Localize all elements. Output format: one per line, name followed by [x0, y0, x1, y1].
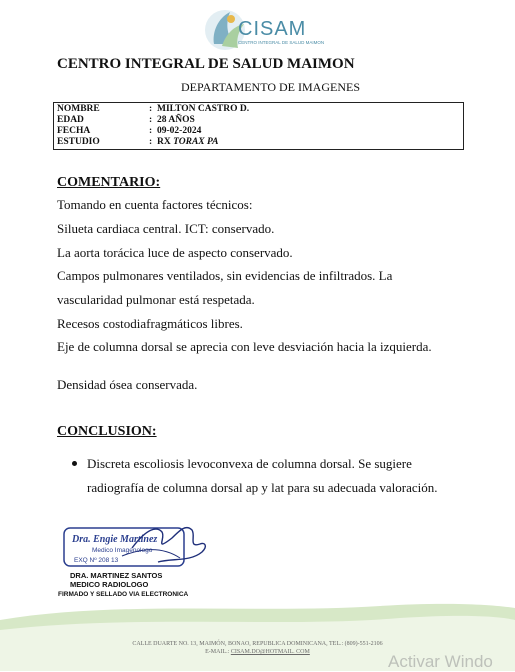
info-colon: :	[149, 137, 153, 147]
footer-address: CALLE DUARTE NO. 13, MAIMÓN, BONAO, REPUBLICA DOMINICANA, TEL.: (809)-551-2106	[132, 641, 383, 647]
conclusion-heading: CONCLUSION:	[57, 424, 157, 439]
comment-line: Campos pulmonares ventilados, sin evidencias de infiltrados. La	[57, 268, 393, 283]
conclusion-line: radiografía de columna dorsal ap y lat para su adecuada valoración.	[87, 480, 438, 495]
study-type: RX	[157, 137, 171, 147]
patient-info-box	[53, 102, 464, 150]
comment-line: vascularidad pulmonar está respetada.	[57, 292, 255, 307]
stamp-exq: EXQ Nº 208 13	[74, 557, 119, 564]
comment-line: Densidad ósea conservada.	[57, 377, 198, 392]
activation-watermark: Activar Windo	[388, 652, 493, 671]
info-label: NOMBRE	[57, 104, 100, 114]
info-value: 09-02-2024	[157, 126, 202, 136]
study-view: TORAX PA	[173, 137, 219, 147]
comment-line: Recesos costodiafragmáticos libres.	[57, 316, 243, 331]
doctor-stamp	[62, 518, 212, 570]
page-title: CENTRO INTEGRAL DE SALUD MAIMON	[57, 56, 355, 72]
info-label: ESTUDIO	[57, 137, 100, 147]
comment-line: La aorta torácica luce de aspecto conservado.	[57, 245, 293, 260]
comment-line: Silueta cardiaca central. ICT: conservado.	[57, 221, 275, 236]
stamp-name: Dra. Engie Martinez	[72, 534, 158, 545]
signature-note: FIRMADO Y SELLADO VIA ELECTRONICA	[58, 591, 189, 598]
info-value: MILTON CASTRO D.	[157, 104, 250, 114]
logo-subtitle: CENTRO INTEGRAL DE SALUD MAIMON	[238, 40, 325, 45]
info-label: EDAD	[57, 115, 84, 125]
info-colon: :	[149, 126, 153, 136]
stamp-title: Medico Imagenologo	[92, 547, 153, 554]
footer-email-label: E-MAIL.:	[205, 649, 231, 655]
doctor-role: MEDICO RADIOLOGO	[70, 580, 149, 589]
logo-name: CISAM	[238, 18, 307, 40]
comment-line: Tomando en cuenta factores técnicos:	[57, 197, 253, 212]
comment-heading: COMENTARIO:	[57, 175, 161, 190]
info-value: 28 AÑOS	[157, 115, 195, 125]
info-value	[157, 137, 218, 148]
footer-email-link[interactable]: CISAM.DO@HOTMAIL. COM	[230, 649, 310, 655]
info-colon: :	[149, 115, 153, 125]
doctor-name: DRA. MARTINEZ SANTOS	[70, 571, 163, 580]
info-colon: :	[149, 104, 153, 114]
info-label: FECHA	[57, 126, 91, 136]
department-title: DEPARTAMENTO DE IMAGENES	[181, 80, 360, 94]
conclusion-line: Discreta escoliosis levoconvexa de columna dorsal. Se sugiere	[87, 456, 412, 471]
bullet-icon	[72, 461, 77, 466]
comment-line: Eje de columna dorsal se aprecia con leve desviación hacia la izquierda.	[57, 339, 432, 354]
